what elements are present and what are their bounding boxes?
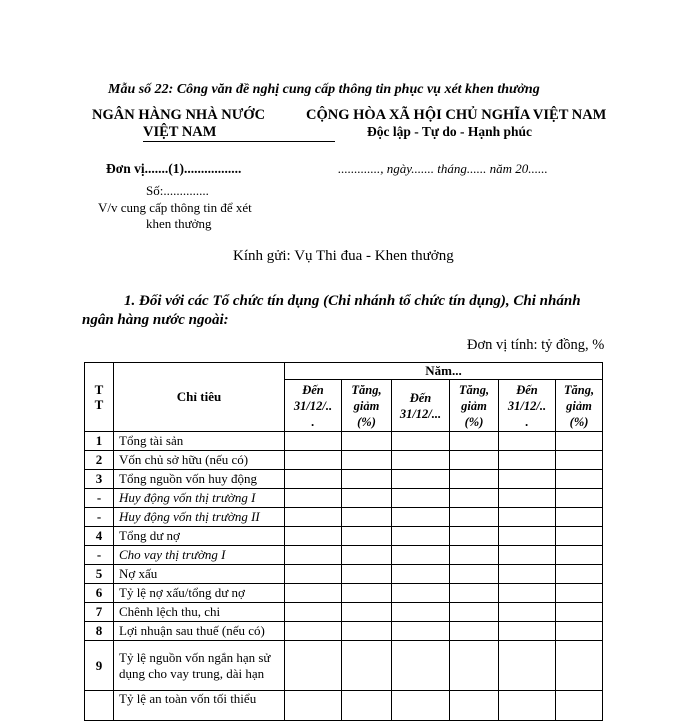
row-number: 2 — [85, 451, 114, 470]
value-cell[interactable] — [556, 622, 603, 641]
value-cell[interactable] — [499, 451, 556, 470]
value-cell[interactable] — [392, 603, 450, 622]
table-row — [85, 622, 603, 641]
value-cell[interactable] — [556, 451, 603, 470]
row-label: Tỷ lệ an toàn vốn tối thiểu — [114, 691, 285, 721]
org-underline — [143, 141, 335, 142]
value-cell[interactable] — [285, 641, 342, 691]
row-number: 1 — [85, 432, 114, 451]
value-cell[interactable] — [392, 470, 450, 489]
value-cell[interactable] — [342, 451, 392, 470]
subheader-line: Đến — [516, 382, 538, 397]
value-cell[interactable] — [285, 489, 342, 508]
value-cell[interactable] — [285, 546, 342, 565]
row-label: Huy động vốn thị trường II — [114, 508, 285, 527]
row-number — [85, 691, 114, 721]
row-label: Tỷ lệ nguồn vốn ngắn hạn sử dụng cho vay trung, dài hạn — [114, 641, 285, 691]
subheader-line: . — [525, 414, 529, 429]
period-subheader — [450, 380, 499, 432]
table-row — [85, 508, 603, 527]
value-cell[interactable] — [450, 584, 499, 603]
value-cell[interactable] — [392, 641, 450, 691]
org-name-line2: VIỆT NAM — [143, 124, 217, 140]
value-cell[interactable] — [285, 451, 342, 470]
value-cell[interactable] — [499, 622, 556, 641]
period-subheader — [499, 380, 556, 432]
row-label: Vốn chủ sở hữu (nếu có) — [114, 451, 285, 470]
value-cell[interactable] — [285, 508, 342, 527]
row-label: Nợ xấu — [114, 565, 285, 584]
value-cell[interactable] — [556, 565, 603, 584]
table-row — [85, 565, 603, 584]
value-cell[interactable] — [556, 470, 603, 489]
subheader-line: 31/12/.. — [507, 398, 547, 413]
value-cell[interactable] — [392, 565, 450, 584]
value-cell[interactable] — [342, 584, 392, 603]
value-cell[interactable] — [499, 584, 556, 603]
value-cell[interactable] — [285, 584, 342, 603]
indicator-table — [84, 362, 603, 721]
value-cell[interactable] — [342, 641, 392, 691]
value-cell[interactable] — [556, 641, 603, 691]
value-cell[interactable] — [285, 470, 342, 489]
value-cell[interactable] — [392, 489, 450, 508]
section-heading-line1: 1. Đối với các Tổ chức tín dụng (Chi nhánh tổ chức tín dụng), Chi nhánh — [124, 293, 581, 309]
subheader-line: 31/12/... — [399, 406, 442, 421]
table-row — [85, 470, 603, 489]
value-cell[interactable] — [450, 622, 499, 641]
value-cell[interactable] — [499, 527, 556, 546]
value-cell[interactable] — [392, 527, 450, 546]
subheader-line: Tăng, — [563, 382, 595, 397]
value-cell[interactable] — [342, 546, 392, 565]
row-number: 6 — [85, 584, 114, 603]
value-cell[interactable] — [392, 584, 450, 603]
tt-column-header — [85, 363, 114, 432]
row-label: Tổng tài sản — [114, 432, 285, 451]
value-cell[interactable] — [556, 546, 603, 565]
date-line: ............., ngày....... tháng...... năm 20...... — [338, 161, 548, 176]
subheader-line: Đến — [409, 390, 432, 405]
value-cell[interactable] — [342, 527, 392, 546]
value-cell[interactable] — [285, 432, 342, 451]
form-title: Mẫu số 22: Công văn đề nghị cung cấp thông tin phục vụ xét khen thưởng — [108, 82, 540, 97]
row-number: - — [85, 546, 114, 565]
subject-line1: V/v cung cấp thông tin để xét — [98, 200, 252, 215]
row-number: 8 — [85, 622, 114, 641]
table-row — [85, 584, 603, 603]
subheader-line: . — [311, 414, 315, 429]
value-cell[interactable] — [499, 508, 556, 527]
motto: Độc lập - Tự do - Hạnh phúc — [367, 124, 533, 139]
value-cell[interactable] — [285, 622, 342, 641]
value-cell[interactable] — [556, 508, 603, 527]
document-number: Số:.............. — [146, 183, 209, 198]
row-number: 9 — [85, 641, 114, 691]
row-label: Chênh lệch thu, chi — [114, 603, 285, 622]
value-cell[interactable] — [450, 527, 499, 546]
table-row — [85, 641, 603, 691]
value-cell[interactable] — [342, 622, 392, 641]
row-number: 4 — [85, 527, 114, 546]
value-cell[interactable] — [499, 432, 556, 451]
subheader-line: giảm — [566, 398, 592, 413]
subheader-line: giảm — [461, 398, 487, 413]
table-row — [85, 432, 603, 451]
value-cell[interactable] — [285, 691, 342, 721]
table-row — [85, 691, 603, 721]
value-cell[interactable] — [392, 546, 450, 565]
table-row — [85, 546, 603, 565]
value-cell[interactable] — [499, 489, 556, 508]
subheader-line: Tăng, — [458, 382, 490, 397]
indicator-column-header: Chỉ tiêu — [114, 363, 285, 432]
country-name: CỘNG HÒA XÃ HỘI CHỦ NGHĨA VIỆT NAM — [306, 107, 607, 123]
value-cell[interactable] — [556, 432, 603, 451]
value-cell[interactable] — [342, 691, 392, 721]
value-cell[interactable] — [556, 489, 603, 508]
value-cell[interactable] — [285, 565, 342, 584]
subheader-line: 31/12/.. — [293, 398, 333, 413]
value-cell[interactable] — [450, 432, 499, 451]
value-cell[interactable] — [450, 691, 499, 721]
unit-note: Đơn vị tính: tỷ đồng, % — [467, 337, 605, 353]
value-cell[interactable] — [450, 451, 499, 470]
value-cell[interactable] — [392, 508, 450, 527]
row-label: Cho vay thị trường I — [114, 546, 285, 565]
subheader-line: giảm — [353, 398, 380, 413]
row-label: Tổng nguồn vốn huy động — [114, 470, 285, 489]
tt-header-line1: T — [94, 382, 104, 397]
unit-line: Đơn vị.......(1)................. — [106, 161, 242, 176]
value-cell[interactable] — [392, 691, 450, 721]
period-subheader — [392, 380, 450, 432]
value-cell[interactable] — [392, 622, 450, 641]
value-cell[interactable] — [342, 470, 392, 489]
subheader-line: (%) — [357, 414, 376, 429]
value-cell[interactable] — [499, 470, 556, 489]
period-subheader — [342, 380, 392, 432]
row-number: 3 — [85, 470, 114, 489]
period-subheader — [285, 380, 342, 432]
value-cell[interactable] — [450, 603, 499, 622]
value-cell[interactable] — [285, 527, 342, 546]
value-cell[interactable] — [499, 603, 556, 622]
value-cell[interactable] — [499, 565, 556, 584]
recipient: Kính gửi: Vụ Thi đua - Khen thưởng — [233, 248, 454, 264]
row-label: Tổng dư nợ — [114, 527, 285, 546]
value-cell[interactable] — [342, 432, 392, 451]
value-cell[interactable] — [450, 546, 499, 565]
row-number: - — [85, 489, 114, 508]
value-cell[interactable] — [392, 451, 450, 470]
value-cell[interactable] — [342, 565, 392, 584]
value-cell[interactable] — [556, 603, 603, 622]
row-label: Huy động vốn thị trường I — [114, 489, 285, 508]
value-cell[interactable] — [556, 584, 603, 603]
period-subheader — [556, 380, 603, 432]
subheader-line: Tăng, — [351, 382, 382, 397]
row-label: Tỷ lệ nợ xấu/tổng dư nợ — [114, 584, 285, 603]
subheader-line: (%) — [464, 414, 484, 429]
value-cell[interactable] — [392, 432, 450, 451]
value-cell[interactable] — [499, 546, 556, 565]
row-number: 7 — [85, 603, 114, 622]
value-cell[interactable] — [450, 470, 499, 489]
row-label: Lợi nhuận sau thuế (nếu có) — [114, 622, 285, 641]
value-cell[interactable] — [450, 565, 499, 584]
value-cell[interactable] — [556, 527, 603, 546]
value-cell[interactable] — [556, 691, 603, 721]
subheader-line: Đến — [302, 382, 324, 397]
table-row — [85, 451, 603, 470]
table-row — [85, 603, 603, 622]
value-cell[interactable] — [499, 641, 556, 691]
subject-line2: khen thưởng — [146, 216, 212, 231]
year-header: Năm... — [285, 363, 603, 380]
value-cell[interactable] — [450, 508, 499, 527]
row-number: - — [85, 508, 114, 527]
value-cell[interactable] — [450, 641, 499, 691]
subheader-line: (%) — [569, 414, 589, 429]
value-cell[interactable] — [342, 603, 392, 622]
value-cell[interactable] — [450, 489, 499, 508]
value-cell[interactable] — [499, 691, 556, 721]
value-cell[interactable] — [285, 603, 342, 622]
value-cell[interactable] — [342, 508, 392, 527]
tt-header-line2: T — [94, 397, 104, 412]
section-heading-line2: ngân hàng nước ngoài: — [82, 312, 229, 328]
row-number: 5 — [85, 565, 114, 584]
value-cell[interactable] — [342, 489, 392, 508]
table-row — [85, 527, 603, 546]
org-name-line1: NGÂN HÀNG NHÀ NƯỚC — [92, 107, 266, 123]
table-row — [85, 489, 603, 508]
